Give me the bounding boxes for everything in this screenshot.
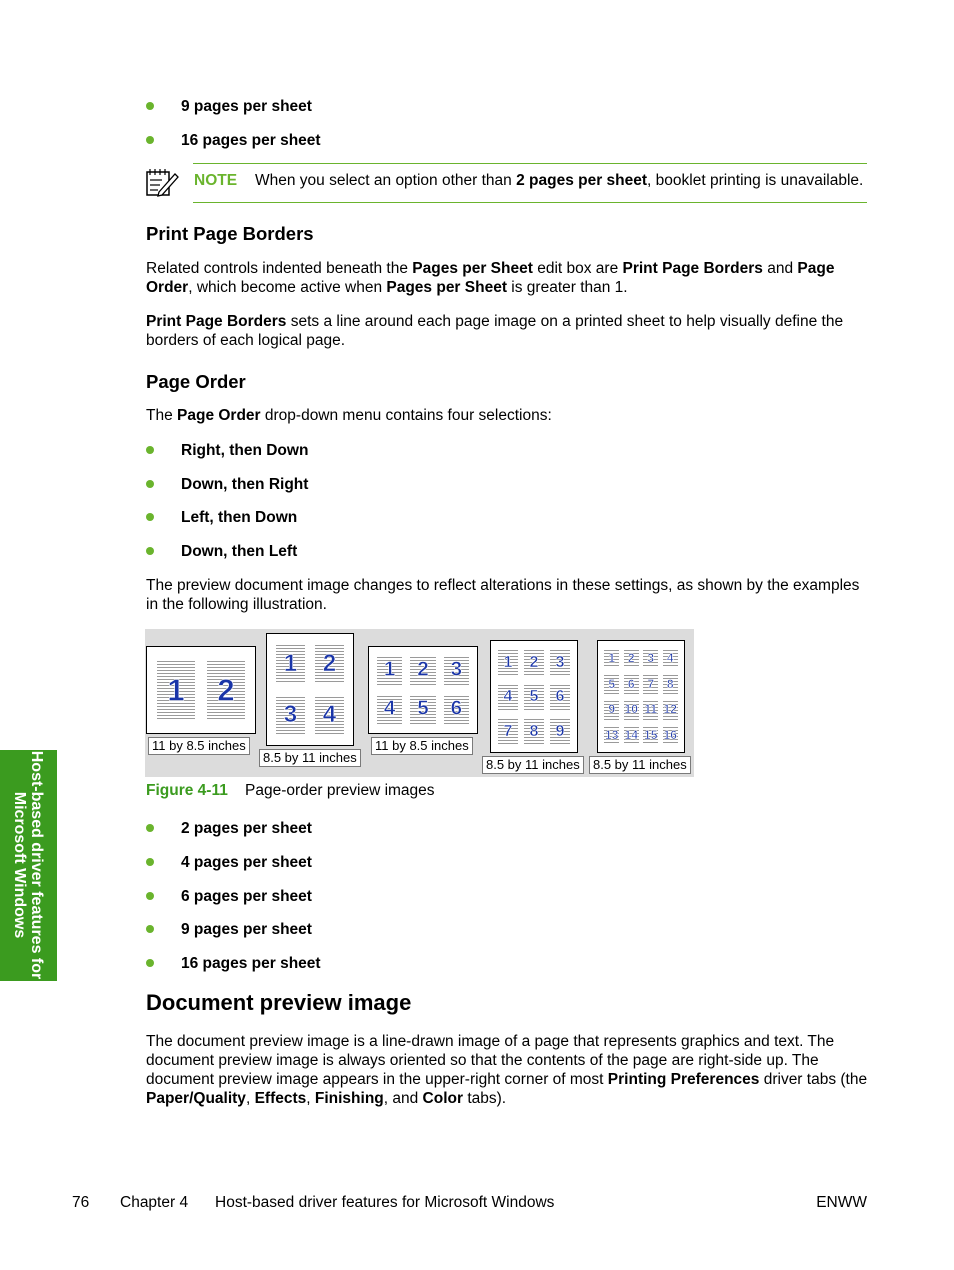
preview-page-number: 3: [647, 650, 655, 665]
bullet-icon: [146, 446, 154, 454]
preview-page-tile: [604, 699, 619, 720]
preview-page-number: 2: [322, 649, 337, 677]
preview-page-tile: [663, 699, 678, 720]
preview-page: [368, 646, 478, 734]
preview-page-tile: [604, 648, 619, 669]
preview-page-tile: [550, 717, 570, 744]
preview-page-tile: [276, 643, 306, 684]
note-pencil-icon: [145, 167, 179, 197]
preview-page-tile: [524, 717, 544, 744]
figure-label: Figure 4-11: [146, 782, 228, 799]
preview-page-number: 10: [624, 702, 638, 717]
preview-size-label: 8.5 by 11 inches: [259, 749, 361, 767]
preview-page-tile: [524, 648, 544, 675]
preview-page-number: 3: [555, 653, 565, 672]
preview-page-number: 9: [608, 702, 616, 717]
preview-page-number: 6: [627, 676, 635, 691]
preview-page-number: 5: [529, 687, 539, 706]
preview-page-tile: [157, 659, 195, 721]
preview-page-number: 1: [283, 649, 298, 677]
preview-page-number: 1: [608, 650, 616, 665]
preview-page-number: 6: [450, 697, 463, 721]
preview-page-tile: [377, 655, 402, 686]
bullet-icon: [146, 959, 154, 967]
preview-page-number: 14: [624, 728, 638, 743]
preview-page-tile: [207, 659, 245, 721]
preview-page-number: 11: [644, 702, 658, 717]
figure-caption: Page-order preview images: [245, 782, 435, 799]
preview-page-number: 1: [167, 672, 185, 708]
preview-page-number: 4: [322, 701, 337, 729]
page-order-figure: [145, 629, 694, 777]
preview-page-number: 15: [644, 728, 658, 743]
preview-page-tile: [410, 655, 435, 686]
preview-page-tile: [624, 699, 639, 720]
bullet-icon: [146, 102, 154, 110]
chapter-side-tab-label: Host-based driver features for Microsoft Windows: [11, 750, 45, 980]
preview-page-tile: [643, 648, 658, 669]
preview-page-tile: [276, 695, 306, 736]
preview-page: [146, 646, 256, 734]
preview-page-number: 4: [383, 697, 396, 721]
preview-page-tile: [444, 694, 469, 725]
preview-page-tile: [663, 648, 678, 669]
preview-page-tile: [377, 694, 402, 725]
preview-page-tile: [663, 673, 678, 694]
preview-page-number: 2: [417, 658, 429, 682]
preview-page-number: 2: [529, 653, 539, 672]
footer-chapter: Chapter 4: [120, 1194, 189, 1211]
preview-page-number: 5: [608, 676, 616, 691]
preview-page-tile: [643, 673, 658, 694]
preview-page-tile: [550, 648, 570, 675]
paragraph: Related controls indented beneath the Pages per Sheet edit box are Print Page Borders and Page Order, which become active when Pages per Sheet is greater than 1.: [146, 260, 835, 296]
preview-size-label: 8.5 by 11 inches: [589, 756, 691, 774]
preview-page-number: 7: [503, 721, 513, 740]
preview-page-tile: [315, 695, 345, 736]
preview-page: [266, 633, 354, 746]
bullet-icon: [146, 824, 154, 832]
note-top-rule: [193, 163, 867, 164]
preview-size-label: 11 by 8.5 inches: [148, 737, 250, 755]
preview-page-tile: [498, 717, 518, 744]
preview-page-tile: [444, 655, 469, 686]
preview-page-tile: [524, 683, 544, 710]
bullet-icon: [146, 513, 154, 521]
preview-page-number: 5: [417, 697, 429, 721]
paragraph: Print Page Borders sets a line around each page image on a printed sheet to help visually define the borders of each logical page.: [146, 313, 844, 349]
note-bottom-rule: [193, 202, 867, 203]
preview-page-number: 16: [663, 728, 677, 743]
preview-page-number: 3: [283, 701, 298, 729]
note-text: When you select an option other than 2 pages per sheet, booklet printing is unavailable.: [255, 172, 864, 189]
paragraph: The preview document image changes to reflect alterations in these settings, as shown by the examples in the following illustration.: [146, 577, 860, 613]
preview-size-label: 8.5 by 11 inches: [482, 756, 584, 774]
preview-page-tile: [604, 673, 619, 694]
paragraph: The Page Order drop-down menu contains four selections:: [146, 407, 552, 424]
footer-right: ENWW: [816, 1194, 867, 1211]
preview-page: [490, 640, 578, 753]
preview-page-number: 4: [666, 650, 674, 665]
preview-page-number: 2: [217, 672, 235, 708]
preview-page-tile: [624, 648, 639, 669]
page-number: 76: [72, 1194, 90, 1211]
note-label: NOTE: [194, 172, 238, 189]
preview-size-label: 11 by 8.5 inches: [371, 737, 473, 755]
footer-title: Host-based driver features for Microsoft Windows: [215, 1194, 555, 1211]
preview-page-number: 7: [647, 676, 655, 691]
preview-page: [597, 640, 685, 753]
preview-page-tile: [315, 643, 345, 684]
bullet-icon: [146, 858, 154, 866]
preview-page-tile: [498, 683, 518, 710]
bullet-icon: [146, 547, 154, 555]
preview-page-number: 6: [555, 687, 565, 706]
preview-page-tile: [643, 725, 658, 746]
preview-page-number: 8: [529, 721, 539, 740]
preview-page-tile: [643, 699, 658, 720]
preview-page-number: 4: [503, 687, 513, 706]
preview-page-tile: [550, 683, 570, 710]
preview-page-tile: [663, 725, 678, 746]
preview-page-number: 3: [450, 658, 463, 682]
bullet-icon: [146, 892, 154, 900]
bullet-icon: [146, 136, 154, 144]
bullet-icon: [146, 480, 154, 488]
preview-page-number: 1: [503, 653, 513, 672]
preview-page-number: 12: [663, 702, 677, 717]
preview-page-number: 9: [555, 721, 565, 740]
preview-page-number: 2: [627, 650, 635, 665]
preview-page-number: 13: [605, 728, 619, 743]
preview-page-tile: [624, 673, 639, 694]
preview-page-tile: [410, 694, 435, 725]
preview-page-tile: [624, 725, 639, 746]
section-heading-document-preview: Document preview image: [146, 990, 412, 1015]
preview-page-tile: [498, 648, 518, 675]
preview-page-tile: [604, 725, 619, 746]
preview-page-number: 1: [383, 658, 396, 682]
section-heading-print-page-borders: Print Page Borders: [146, 223, 314, 244]
paragraph: The document preview image is a line-drawn image of a page that represents graphics and text. The document preview image is always oriented so that the contents of the page are right-side up. The document preview image appears in the upper-right corner of most Printing Preferences driver tabs (the Paper/Quality, Effects, Finishing, and Color tabs).: [146, 1033, 868, 1107]
bullet-icon: [146, 925, 154, 933]
section-heading-page-order: Page Order: [146, 371, 246, 392]
preview-page-number: 8: [666, 676, 674, 691]
